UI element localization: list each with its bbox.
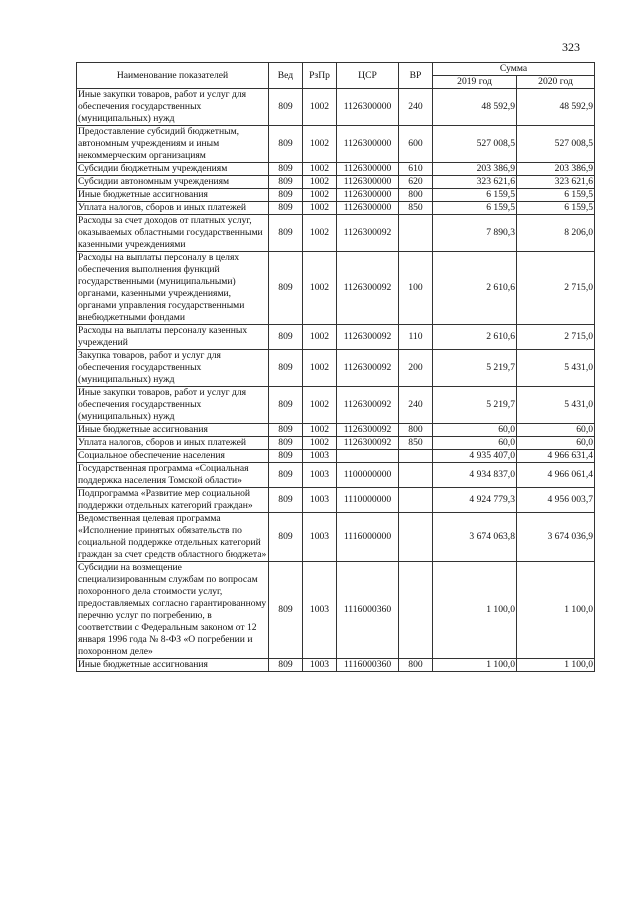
row-ved: 809 [269, 215, 303, 252]
row-sum-2019: 6 159,5 [433, 189, 517, 202]
row-ved: 809 [269, 163, 303, 176]
row-ved: 809 [269, 202, 303, 215]
header-name: Наименование показателей [77, 63, 269, 89]
row-sum-2020: 5 431,0 [517, 350, 595, 387]
row-sum-2019: 2 610,6 [433, 325, 517, 350]
row-sum-2020: 1 100,0 [517, 659, 595, 672]
row-vr [399, 488, 433, 513]
row-vr: 800 [399, 424, 433, 437]
row-name: Субсидии автономным учреждениям [77, 176, 269, 189]
row-sum-2020: 323 621,6 [517, 176, 595, 189]
row-csr: 1126300000 [337, 126, 399, 163]
row-csr: 1126300092 [337, 350, 399, 387]
row-rzpr: 1003 [303, 488, 337, 513]
row-sum-2019: 5 219,7 [433, 350, 517, 387]
row-sum-2020: 5 431,0 [517, 387, 595, 424]
row-ved: 809 [269, 325, 303, 350]
header-year-2020: 2020 год [517, 76, 595, 89]
row-ved: 809 [269, 424, 303, 437]
row-vr: 200 [399, 350, 433, 387]
row-name: Расходы за счет доходов от платных услуг, оказываемых областными государственными казенными учреждениями [77, 215, 269, 252]
table-row [77, 126, 595, 163]
row-name: Уплата налогов, сборов и иных платежей [77, 437, 269, 450]
row-csr: 1126300092 [337, 325, 399, 350]
row-rzpr: 1002 [303, 437, 337, 450]
header-csr: ЦСР [337, 63, 399, 89]
row-vr: 610 [399, 163, 433, 176]
row-vr [399, 513, 433, 562]
table-row [77, 89, 595, 126]
table-row [77, 659, 595, 672]
row-vr: 240 [399, 89, 433, 126]
row-sum-2020: 527 008,5 [517, 126, 595, 163]
row-rzpr: 1002 [303, 215, 337, 252]
row-sum-2019: 6 159,5 [433, 202, 517, 215]
row-vr: 850 [399, 437, 433, 450]
row-ved: 809 [269, 252, 303, 325]
row-vr: 620 [399, 176, 433, 189]
header-rzpr: РзПр [303, 63, 337, 89]
row-sum-2020: 48 592,9 [517, 89, 595, 126]
row-csr: 1100000000 [337, 463, 399, 488]
row-csr: 1126300092 [337, 215, 399, 252]
row-sum-2019: 1 100,0 [433, 659, 517, 672]
row-csr: 1126300092 [337, 387, 399, 424]
row-name: Государственная программа «Социальная поддержка населения Томской области» [77, 463, 269, 488]
row-rzpr: 1003 [303, 659, 337, 672]
row-ved: 809 [269, 126, 303, 163]
row-sum-2019: 4 935 407,0 [433, 450, 517, 463]
row-vr: 240 [399, 387, 433, 424]
row-ved: 809 [269, 463, 303, 488]
row-name: Субсидии бюджетным учреждениям [77, 163, 269, 176]
row-rzpr: 1002 [303, 202, 337, 215]
row-sum-2019: 7 890,3 [433, 215, 517, 252]
row-ved: 809 [269, 562, 303, 659]
row-sum-2020: 8 206,0 [517, 215, 595, 252]
row-name: Расходы на выплаты персоналу казенных учреждений [77, 325, 269, 350]
table-row [77, 437, 595, 450]
row-vr [399, 562, 433, 659]
row-sum-2019: 60,0 [433, 424, 517, 437]
row-csr: 1126300000 [337, 189, 399, 202]
row-name: Иные закупки товаров, работ и услуг для обеспечения государственных (муниципальных) нужд [77, 387, 269, 424]
row-sum-2020: 4 966 631,4 [517, 450, 595, 463]
row-sum-2019: 1 100,0 [433, 562, 517, 659]
budget-table [76, 62, 595, 672]
row-name: Иные бюджетные ассигнования [77, 659, 269, 672]
row-sum-2020: 4 966 061,4 [517, 463, 595, 488]
row-rzpr: 1002 [303, 252, 337, 325]
row-name: Ведомственная целевая программа «Исполнение принятых обязательств по социальной поддержке отдельных категорий граждан за счет средств областного бюджета» [77, 513, 269, 562]
row-sum-2020: 60,0 [517, 424, 595, 437]
row-rzpr: 1002 [303, 126, 337, 163]
row-sum-2020: 203 386,9 [517, 163, 595, 176]
table-row [77, 488, 595, 513]
row-rzpr: 1002 [303, 89, 337, 126]
row-sum-2019: 4 934 837,0 [433, 463, 517, 488]
row-rzpr: 1003 [303, 450, 337, 463]
row-ved: 809 [269, 387, 303, 424]
row-sum-2019: 5 219,7 [433, 387, 517, 424]
row-sum-2019: 60,0 [433, 437, 517, 450]
row-name: Расходы на выплаты персоналу в целях обеспечения выполнения функций государственными (муниципальными) органами, казенными учреждениями, органами управления государственными внебюджетными фондами [77, 252, 269, 325]
header-year-2019: 2019 год [433, 76, 517, 89]
row-sum-2020: 6 159,5 [517, 202, 595, 215]
table-row [77, 202, 595, 215]
row-csr: 1126300092 [337, 252, 399, 325]
row-rzpr: 1002 [303, 325, 337, 350]
table-row [77, 325, 595, 350]
row-sum-2020: 6 159,5 [517, 189, 595, 202]
row-vr: 800 [399, 659, 433, 672]
row-sum-2020: 4 956 003,7 [517, 488, 595, 513]
row-sum-2020: 60,0 [517, 437, 595, 450]
row-sum-2020: 3 674 036,9 [517, 513, 595, 562]
row-rzpr: 1002 [303, 424, 337, 437]
row-rzpr: 1002 [303, 176, 337, 189]
row-vr: 100 [399, 252, 433, 325]
header-ved: Вед [269, 63, 303, 89]
row-name: Подпрограмма «Развитие мер социальной поддержки отдельных категорий граждан» [77, 488, 269, 513]
row-ved: 809 [269, 189, 303, 202]
row-sum-2019: 3 674 063,8 [433, 513, 517, 562]
row-rzpr: 1003 [303, 463, 337, 488]
row-sum-2020: 2 715,0 [517, 252, 595, 325]
row-csr: 1126300000 [337, 202, 399, 215]
row-vr: 110 [399, 325, 433, 350]
row-name: Иные бюджетные ассигнования [77, 189, 269, 202]
row-ved: 809 [269, 488, 303, 513]
row-ved: 809 [269, 513, 303, 562]
row-name: Иные закупки товаров, работ и услуг для обеспечения государственных (муниципальных) нужд [77, 89, 269, 126]
row-name: Иные бюджетные ассигнования [77, 424, 269, 437]
row-sum-2019: 4 924 779,3 [433, 488, 517, 513]
table-row [77, 189, 595, 202]
table-row [77, 450, 595, 463]
row-rzpr: 1003 [303, 562, 337, 659]
table-row [77, 562, 595, 659]
row-name: Субсидии на возмещение специализированным службам по вопросам похоронного дела стоимости услуг, предоставляемых согласно гарантированному перечню услуг по погребению, в соответствии с Федеральным законом от 12 января 1996 года № 8-ФЗ «О погребении и похоронном деле» [77, 562, 269, 659]
row-csr: 1126300000 [337, 89, 399, 126]
header-vr: ВР [399, 63, 433, 89]
row-csr: 1126300092 [337, 437, 399, 450]
row-csr: 1116000360 [337, 659, 399, 672]
row-sum-2020: 1 100,0 [517, 562, 595, 659]
row-csr [337, 450, 399, 463]
page-number: 323 [562, 40, 580, 54]
table-row [77, 387, 595, 424]
row-name: Закупка товаров, работ и услуг для обеспечения государственных (муниципальных) нужд [77, 350, 269, 387]
row-csr: 1126300000 [337, 163, 399, 176]
row-sum-2019: 527 008,5 [433, 126, 517, 163]
row-rzpr: 1002 [303, 163, 337, 176]
row-name: Социальное обеспечение населения [77, 450, 269, 463]
row-csr: 1126300092 [337, 424, 399, 437]
table-row [77, 350, 595, 387]
row-ved: 809 [269, 89, 303, 126]
row-csr: 1116000000 [337, 513, 399, 562]
row-vr: 800 [399, 189, 433, 202]
table-row [77, 513, 595, 562]
row-ved: 809 [269, 450, 303, 463]
table-row [77, 252, 595, 325]
row-vr [399, 463, 433, 488]
table-row [77, 163, 595, 176]
row-csr: 1116000360 [337, 562, 399, 659]
row-ved: 809 [269, 437, 303, 450]
table-row [77, 176, 595, 189]
row-sum-2019: 48 592,9 [433, 89, 517, 126]
row-vr: 850 [399, 202, 433, 215]
row-rzpr: 1002 [303, 350, 337, 387]
row-name: Уплата налогов, сборов и иных платежей [77, 202, 269, 215]
row-ved: 809 [269, 350, 303, 387]
row-rzpr: 1002 [303, 189, 337, 202]
row-csr: 1110000000 [337, 488, 399, 513]
row-vr [399, 215, 433, 252]
row-csr: 1126300000 [337, 176, 399, 189]
row-sum-2019: 203 386,9 [433, 163, 517, 176]
row-rzpr: 1003 [303, 513, 337, 562]
row-sum-2020: 2 715,0 [517, 325, 595, 350]
header-sum: Сумма [433, 63, 595, 76]
table-row [77, 424, 595, 437]
row-sum-2019: 323 621,6 [433, 176, 517, 189]
table-row [77, 215, 595, 252]
row-sum-2019: 2 610,6 [433, 252, 517, 325]
row-ved: 809 [269, 659, 303, 672]
row-vr [399, 450, 433, 463]
row-vr: 600 [399, 126, 433, 163]
row-name: Предоставление субсидий бюджетным, автономным учреждениям и иным некоммерческим организациям [77, 126, 269, 163]
table-row [77, 463, 595, 488]
row-ved: 809 [269, 176, 303, 189]
row-rzpr: 1002 [303, 387, 337, 424]
